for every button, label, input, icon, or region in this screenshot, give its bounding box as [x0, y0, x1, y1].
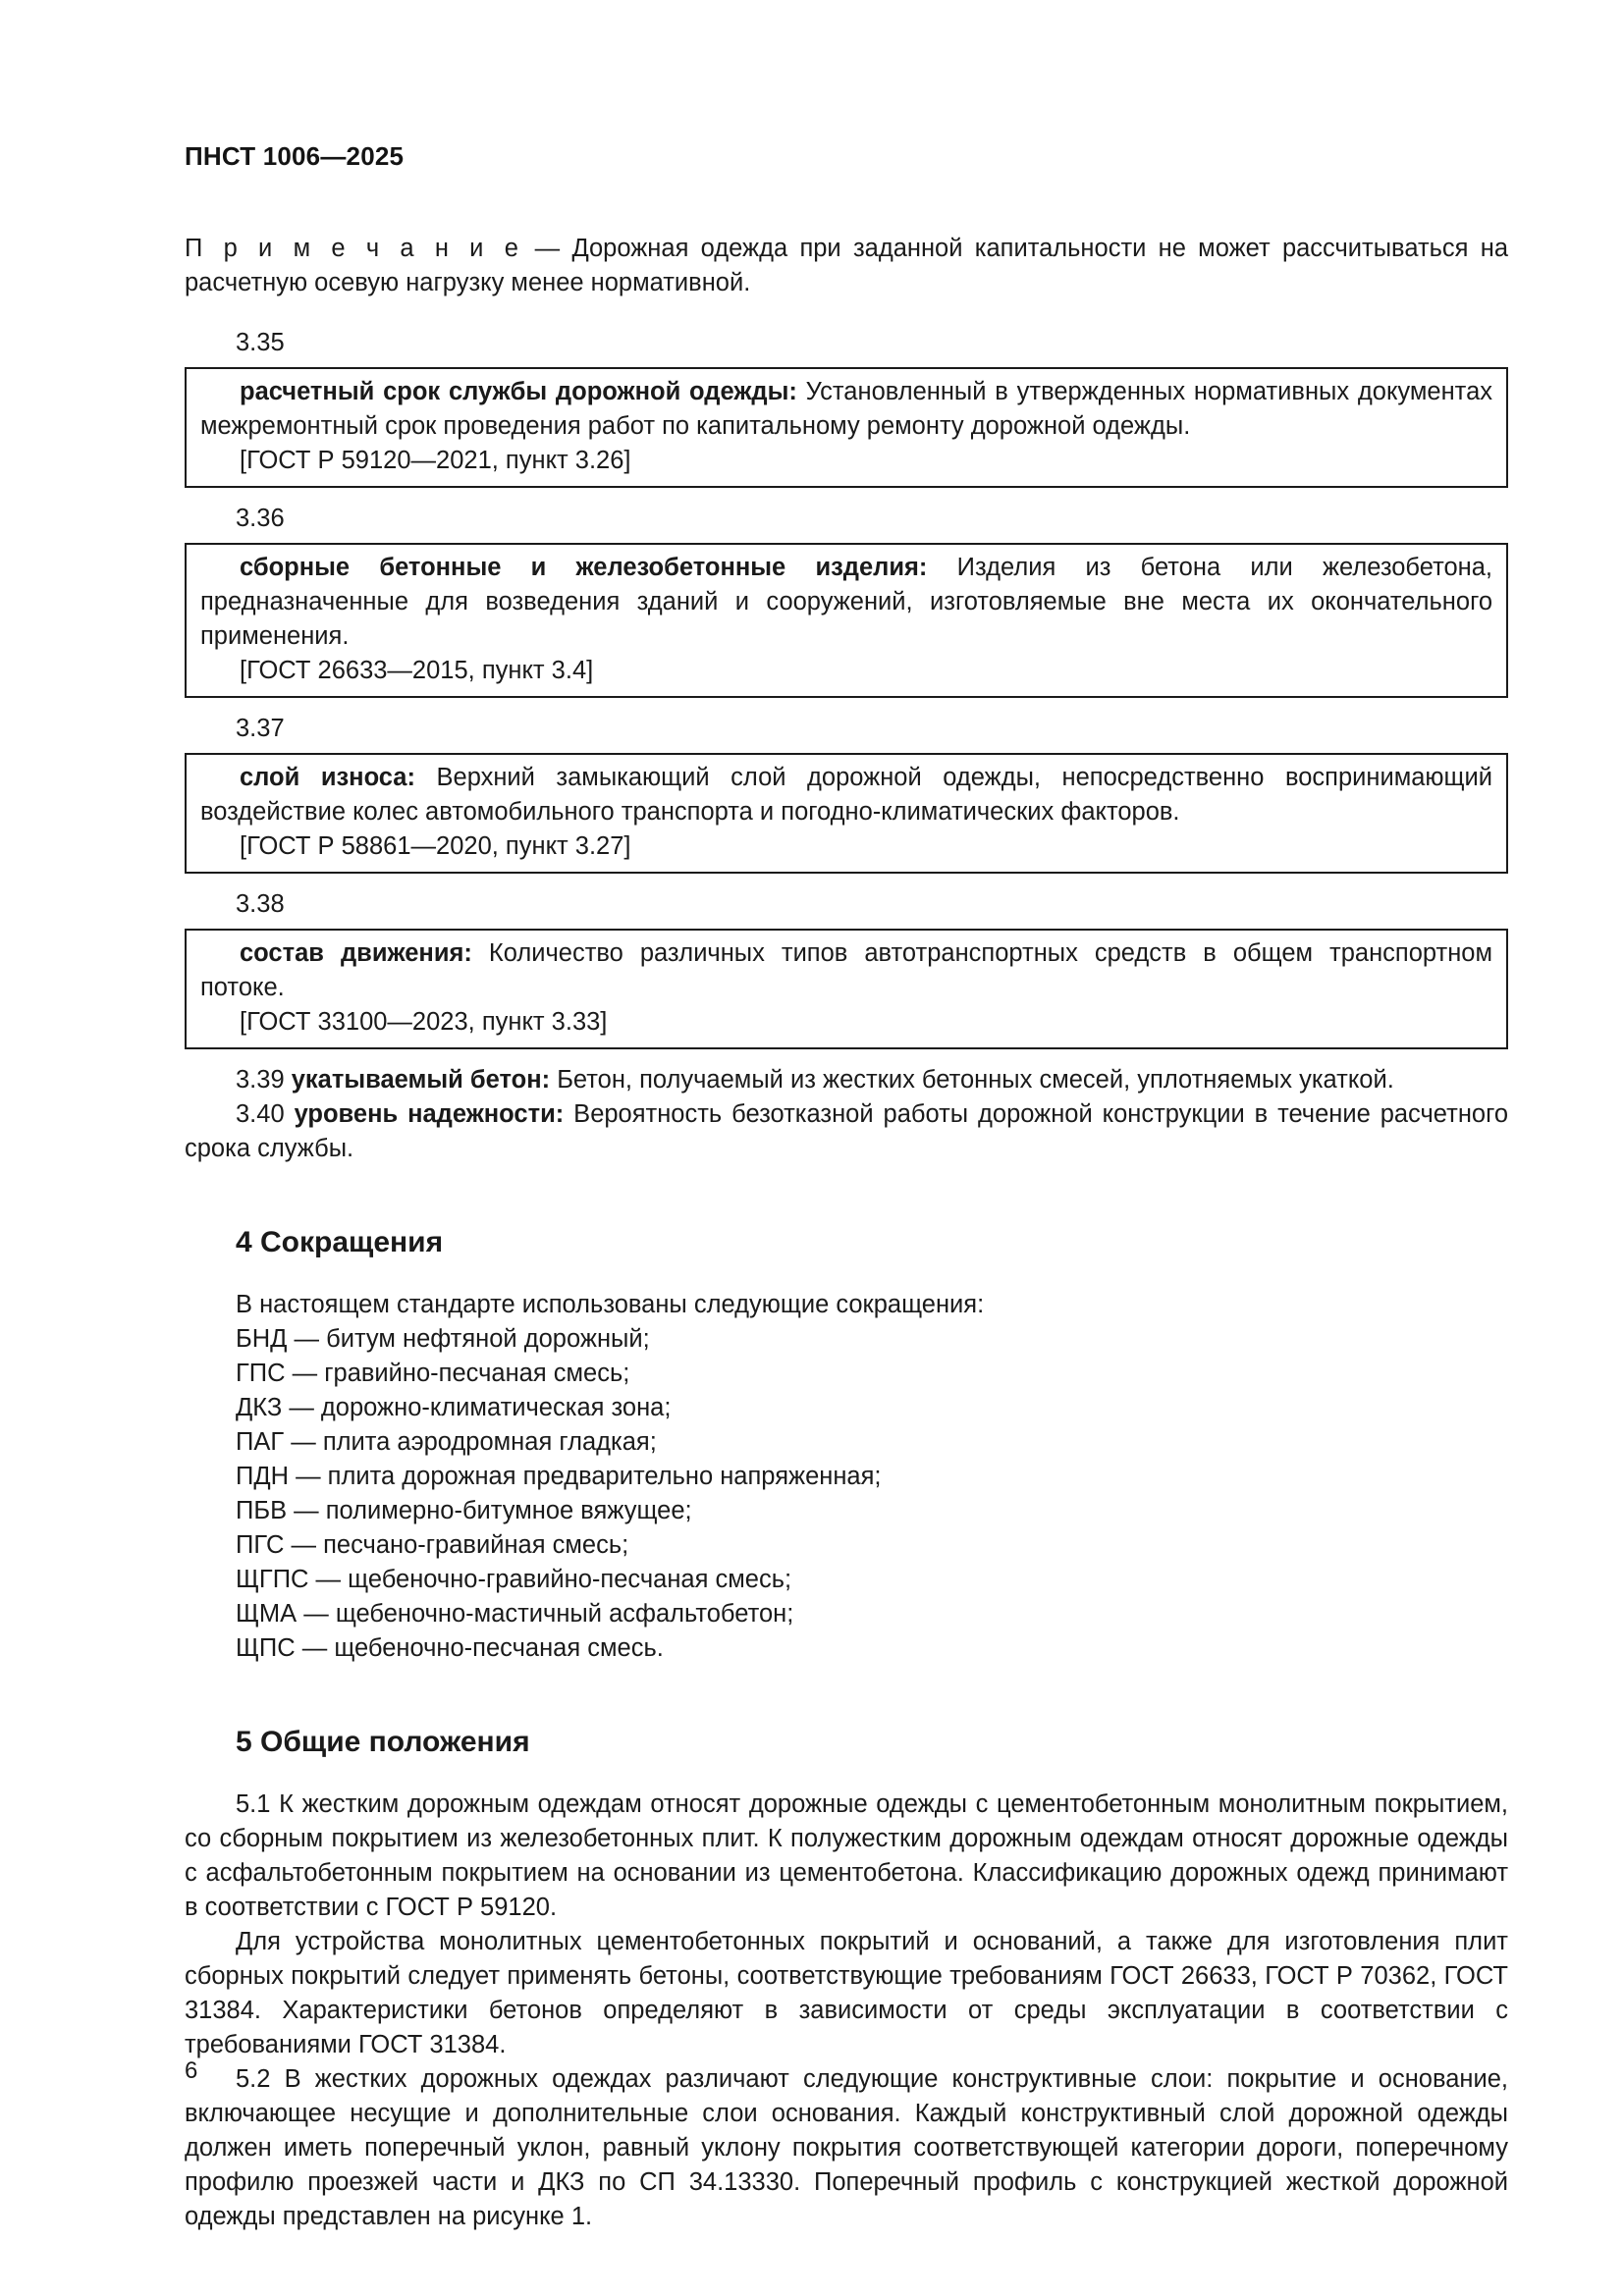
definition-term-3-37: слой износа: — [240, 764, 415, 791]
abbreviation-item: ГПС — гравийно-песчаная смесь; — [236, 1360, 630, 1387]
abbreviation-item: ПГС — песчано-гравийная смесь; — [236, 1531, 629, 1559]
definition-text-3-37: Верхний замыкающий слой дорожной одежды, непосредственно воспринимающий воздействие колес автомобильного транспорта и погодно-климатических факторов. — [200, 764, 1493, 826]
definition-term-3-38: состав движения: — [240, 939, 472, 967]
section5-paragraph-5-2: 5.2 В жестких дорожных одеждах различают следующие конструктивные слои: покрытие и основание, включающее несущие и дополнительные слои основания. Каждый конструктивный слой дорожной одежды должен иметь поперечный уклон, равный уклону покрытия соответствующей категории дороги, поперечному профилю проезжей части и ДКЗ по СП 34.13330. Поперечный профиль с конструкцией жесткой дорожной одежды представлен на рисунке 1. — [185, 2065, 1508, 2230]
definition-number-3-38: 3.38 — [236, 890, 285, 918]
definition-body-3-38 — [200, 936, 1492, 1005]
definition-text-3-40: Вероятность безотказной работы дорожной конструкции в течение расчетного срока службы. — [185, 1100, 1509, 1162]
abbreviation-item: ПАГ — плита аэродромная гладкая; — [236, 1428, 657, 1456]
definition-term-3-36: сборные бетонные и железобетонные изделия: — [240, 554, 928, 581]
abbreviation-item: ПБВ — полимерно-битумное вяжущее; — [236, 1497, 692, 1524]
definition-body-3-36 — [200, 551, 1492, 654]
note-text: Дорожная одежда при заданной капитальности не может рассчитываться на расчетную осевую нагрузку менее нормативной. — [185, 235, 1508, 296]
definition-term-3-39: укатываемый бетон: — [291, 1066, 551, 1094]
definition-term-3-35: расчетный срок службы дорожной одежды: — [240, 378, 797, 405]
definition-3-40 — [185, 1097, 1508, 1166]
definition-box-3-38 — [185, 929, 1508, 1049]
running-header: ПНСТ 1006—2025 — [185, 141, 405, 171]
definition-box-3-35 — [185, 367, 1508, 488]
abbreviation-item: ЩГПС — щебеночно-гравийно-песчаная смесь; — [236, 1566, 792, 1593]
definition-term-3-40: уровень надежности: — [294, 1100, 565, 1128]
abbreviation-item: ПДН — плита дорожная предварительно напряженная; — [236, 1463, 882, 1490]
definition-source-3-38: [ГОСТ 33100—2023, пункт 3.33] — [240, 1008, 608, 1036]
section5-paragraph-intro: Для устройства монолитных цементобетонных покрытий и оснований, а также для изготовления плит сборных покрытий следует применять бетоны, соответствующие требованиям ГОСТ 26633, ГОСТ Р 70362, ГОСТ 31384. Характеристики бетонов определяют в зависимости от среды эксплуатации в соответствии с требованиями ГОСТ 31384. — [185, 1928, 1508, 2058]
page-number: 6 — [185, 2057, 198, 2084]
abbreviation-item: ЩПС — щебеночно-песчаная смесь. — [236, 1634, 664, 1662]
definition-box-3-37 — [185, 753, 1508, 874]
section-heading-5: 5 Общие положения — [236, 1726, 530, 1758]
definition-source-3-35: [ГОСТ Р 59120—2021, пункт 3.26] — [240, 447, 631, 474]
definition-number-3-39: 3.39 — [236, 1066, 292, 1094]
abbreviation-item: БНД — битум нефтяной дорожный; — [236, 1325, 650, 1353]
definition-text-3-38: Количество различных типов автотранспортных средств в общем транспортном потоке. — [200, 939, 1492, 1001]
definition-body-3-37 — [200, 761, 1492, 829]
section4-intro: В настоящем стандарте использованы следующие сокращения: — [236, 1291, 985, 1318]
definition-source-3-36: [ГОСТ 26633—2015, пункт 3.4] — [240, 657, 594, 684]
definition-number-3-40: 3.40 — [236, 1100, 295, 1128]
definition-3-39 — [185, 1063, 1508, 1097]
note-paragraph — [185, 232, 1508, 300]
definition-number-3-36: 3.36 — [236, 505, 285, 532]
definition-body-3-35 — [200, 375, 1492, 444]
definition-text-3-39: Бетон, получаемый из жестких бетонных смесей, уплотняемых укаткой. — [550, 1066, 1394, 1094]
definition-number-3-37: 3.37 — [236, 715, 285, 742]
abbreviation-item: ДКЗ — дорожно-климатическая зона; — [236, 1394, 672, 1421]
definition-number-3-35: 3.35 — [236, 329, 285, 356]
abbreviation-item: ЩМА — щебеночно-мастичный асфальтобетон; — [236, 1600, 794, 1628]
definition-box-3-36 — [185, 543, 1508, 698]
page-content — [185, 232, 1508, 2234]
definition-source-3-37: [ГОСТ Р 58861—2020, пункт 3.27] — [240, 832, 631, 860]
note-dash: — — [522, 235, 572, 262]
definition-text-3-36: Изделия из бетона или железобетона, предназначенные для возведения зданий и сооружений, изготовляемые вне места их окончательного применения. — [200, 554, 1493, 650]
definition-text-3-35: Установленный в утвержденных нормативных документах межремонтный срок проведения работ по капитальному ремонту дорожной одежды. — [200, 378, 1492, 440]
section-heading-4: 4 Сокращения — [236, 1226, 444, 1258]
note-label: П р и м е ч а н и е — [185, 235, 523, 262]
section5-paragraph-5-1: 5.1 К жестким дорожным одеждам относят дорожные одежды с цементобетонным монолитным покрытием, со сборным покрытием из железобетонных плит. К полужестким дорожным одеждам относят дорожные одежды с асфальтобетонным покрытием на основании из цементобетона. Классификацию дорожных одежд принимают в соответствии с ГОСТ Р 59120. — [185, 1790, 1508, 1921]
